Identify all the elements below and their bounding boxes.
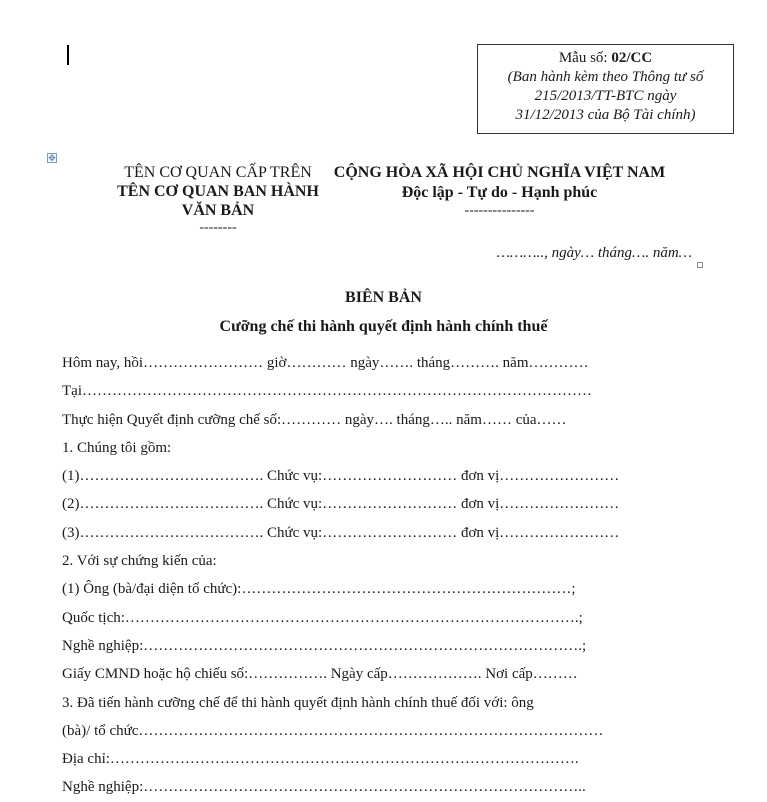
table-move-handle-icon[interactable]: ✥ (48, 153, 56, 163)
form-code: 02/CC (611, 50, 653, 66)
date-line: ……….., ngày… tháng…. năm… (496, 245, 692, 261)
body-line: Nghề nghiệp:…………………………………………………………………………….; (62, 637, 587, 654)
body-line: (2)………………………………. Chức vụ:……………………… đơn vị…………………… (62, 496, 620, 513)
nation-title: CỘNG HÒA XÃ HỘI CHỦ NGHĨA VIỆT NAM (333, 164, 666, 181)
left-divider: -------- (199, 220, 237, 235)
body-line: (bà)/ tổ chức………………………………………………………………………………… (62, 722, 604, 739)
body-line: (1)………………………………. Chức vụ:……………………… đơn vị…………………… (62, 468, 620, 485)
body-line: Quốc tịch:……………………………………………………………………………….; (62, 609, 583, 626)
document-subtitle: Cưỡng chế thi hành quyết định hành chính thuế (219, 318, 548, 335)
form-note-line1: (Ban hành kèm theo Thông tư số (507, 69, 704, 85)
body-line: 2. Với sự chứng kiến của: (62, 553, 217, 570)
body-line: Tại………………………………………………………………………………………… (62, 383, 592, 400)
body-line: Nghề nghiệp:…………………………………………………………………………….. (62, 779, 586, 796)
issuing-agency-line2: VĂN BẢN (181, 202, 255, 219)
form-number-label: Mẫu số: 02/CC (558, 50, 653, 66)
body-line: Giấy CMND hoặc hộ chiếu số:……………. Ngày cấp………………. Nơi cấp……… (62, 666, 578, 683)
form-number-box (477, 44, 734, 134)
motto: Độc lập - Tự do - Hạnh phúc (401, 184, 598, 201)
body-line: 3. Đã tiến hành cưỡng chế để thi hành quyết định hành chính thuế đối với: ông (62, 694, 534, 711)
right-divider: --------------- (464, 203, 535, 218)
body-line: 1. Chúng tôi gồm: (62, 439, 172, 456)
issuing-agency-line1: TÊN CƠ QUAN BAN HÀNH (117, 183, 319, 200)
form-note-line3: 31/12/2013 của Bộ Tài chính) (515, 107, 696, 123)
cell-end-marker-icon (697, 262, 703, 268)
parent-agency: TÊN CƠ QUAN CẤP TRÊN (124, 164, 312, 181)
form-note-line2: 215/2013/TT-BTC ngày (534, 88, 677, 104)
body-line: Hôm nay, hồi…………………… giờ………… ngày……. tháng………. năm………… (62, 355, 589, 371)
body-line: Thực hiện Quyết định cưỡng chế số:………… ngày…. tháng….. năm…… của…… (62, 411, 567, 428)
body-line: (1) Ông (bà/đại diện tổ chức):…………………………………………………………; (62, 581, 576, 598)
left-header (103, 163, 333, 236)
body-line: (3)………………………………. Chức vụ:……………………… đơn vị…………………… (62, 524, 620, 541)
text-cursor (67, 45, 69, 65)
body-line: Địa chỉ:…………………………………………………………………………………. (62, 751, 579, 768)
document-body (62, 349, 662, 802)
right-header (312, 163, 687, 219)
document-title: BIÊN BẢN (345, 289, 422, 306)
